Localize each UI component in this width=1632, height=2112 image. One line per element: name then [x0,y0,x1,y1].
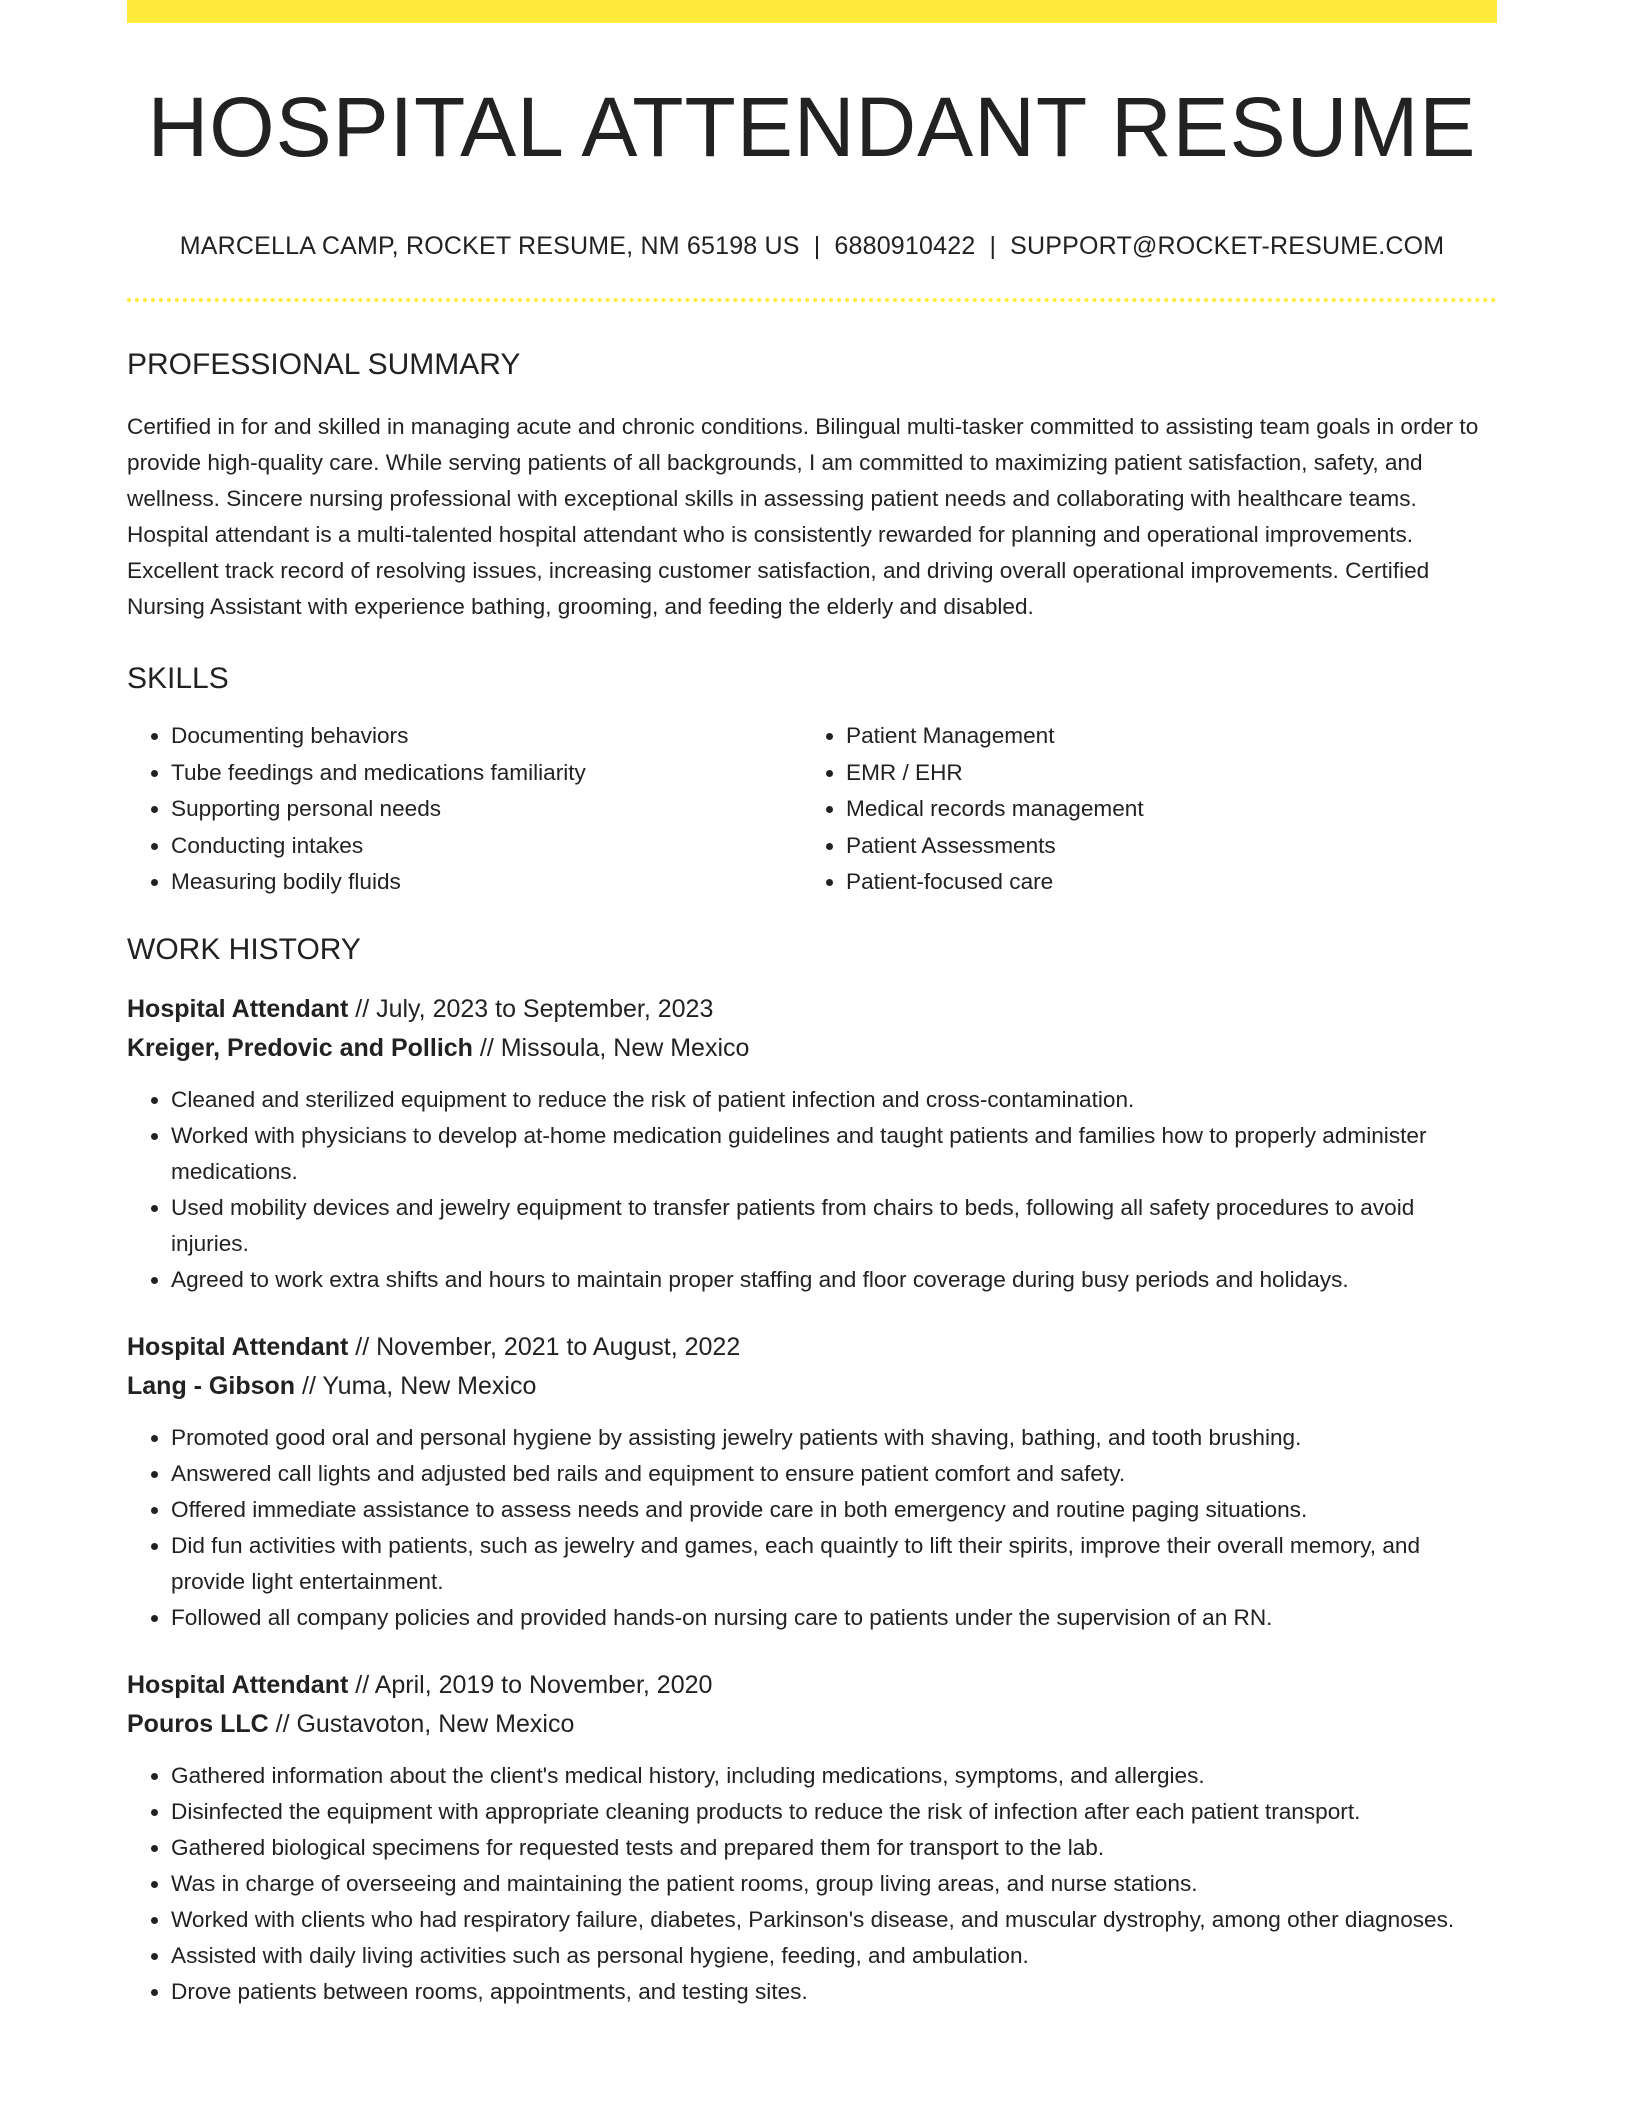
job-dates: // April, 2019 to November, 2020 [348,1670,713,1699]
job-bullets [127,1758,1497,2010]
job-title: Hospital Attendant [127,1332,349,1361]
job-location: // Missoula, New Mexico [472,1034,750,1062]
job-bullet: • Promoted good oral and personal hygiene by assisting jewelry patients with shaving, bathing, and tooth brushing. [171,1420,1497,1456]
skill-item: • Documenting behaviors [171,718,802,755]
job-bullet: • Gathered biological specimens for requested tests and prepared them for transport to the lab. [171,1830,1497,1866]
job-bullet: • Worked with clients who had respiratory failure, diabetes, Parkinson's disease, and muscular dystrophy, among other diagnoses. [171,1902,1497,1938]
job-company-line [127,1029,1497,1069]
contact-line [127,234,1497,259]
job-title-line [127,990,1497,1030]
dotted-divider [127,298,1497,302]
job-company: Kreiger, Predovic and Pollich [127,1034,473,1062]
job-bullet: • Was in charge of overseeing and maintaining the patient rooms, group living areas, and nurse stations. [171,1866,1497,1902]
job-company-line [127,1705,1497,1745]
job-bullets [127,1420,1497,1636]
job-location: // Gustavoton, New Mexico [268,1710,575,1738]
job-bullet: • Worked with physicians to develop at-home medication guidelines and taught patients and families how to properly administer medications. [171,1118,1497,1190]
job-bullets [127,1082,1497,1298]
summary-heading: PROFESSIONAL SUMMARY [127,348,521,381]
job-bullet: • Used mobility devices and jewelry equipment to transfer patients from chairs to beds, following all safety procedures to avoid injuries. [171,1190,1497,1262]
job-entry [127,1666,1497,2010]
job-entry [127,990,1497,1298]
job-bullet: • Disinfected the equipment with appropriate cleaning products to reduce the risk of infection after each patient transport. [171,1794,1497,1830]
resume-title: HOSPITAL ATTENDANT RESUME [147,80,1477,174]
skill-item: • EMR / EHR [846,755,1477,792]
summary-text: Certified in for and skilled in managing acute and chronic conditions. Bilingual multi-tasker committed to assisting team goals in order to provide high-quality care. While serving patients of all backgrounds, I am committed to maximizing patient satisfaction, safety, and wellness. Sincere nursing professional with exceptional skills in assessing patient needs and collaborating with healthcare teams. Hospital attendant is a multi-talented hospital attendant who is consistently rewarded for planning and operational improvements. Excellent track record of resolving issues, increasing customer satisfaction, and driving overall operational improvements. Certified Nursing Assistant with experience bathing, grooming, and feeding the elderly and disabled. [127,414,1479,619]
job-company: Pouros LLC [127,1710,269,1738]
contact-phone: 6880910422 [834,232,976,260]
job-bullet: • Followed all company policies and provided hands-on nursing care to patients under the supervision of an RN. [171,1600,1497,1636]
resume-page [127,0,1497,2010]
skill-item: • Supporting personal needs [171,791,802,828]
skill-item: • Patient Management [846,718,1477,755]
top-accent-bar [127,0,1497,23]
job-title-line [127,1666,1497,1706]
job-bullet: • Offered immediate assistance to assess needs and provide care in both emergency and routine paging situations. [171,1492,1497,1528]
job-title-line [127,1328,1497,1368]
job-bullet: • Cleaned and sterilized equipment to reduce the risk of patient infection and cross-contamination. [171,1082,1497,1118]
skill-item: • Conducting intakes [171,828,802,865]
job-bullet: • Did fun activities with patients, such as jewelry and games, each quaintly to lift their spirits, improve their overall memory, and provide light entertainment. [171,1528,1497,1600]
skills-list [127,718,1497,901]
job-location: // Yuma, New Mexico [295,1372,537,1400]
skill-item: • Medical records management [846,791,1477,828]
contact-separator: | [989,232,997,260]
contact-separator: | [813,232,821,260]
job-bullet: • Gathered information about the client's medical history, including medications, symptoms, and allergies. [171,1758,1497,1794]
job-bullet: • Assisted with daily living activities such as personal hygiene, feeding, and ambulation. [171,1938,1497,1974]
job-dates: // November, 2021 to August, 2022 [348,1332,741,1361]
skills-heading: SKILLS [127,662,229,695]
job-title: Hospital Attendant [127,1670,349,1699]
work-history-heading: WORK HISTORY [127,932,361,966]
contact-email: SUPPORT@ROCKET-RESUME.COM [1010,232,1445,260]
job-entry [127,1328,1497,1636]
job-company: Lang - Gibson [127,1372,296,1400]
skill-item: • Patient-focused care [846,864,1477,901]
job-bullet: • Agreed to work extra shifts and hours to maintain proper staffing and floor coverage during busy periods and holidays. [171,1262,1497,1298]
job-company-line [127,1367,1497,1407]
skills-left-column [127,718,802,901]
job-bullet: • Answered call lights and adjusted bed rails and equipment to ensure patient comfort and safety. [171,1456,1497,1492]
job-bullet: • Drove patients between rooms, appointments, and testing sites. [171,1974,1497,2010]
job-title: Hospital Attendant [127,994,349,1023]
skill-item: • Patient Assessments [846,828,1477,865]
skill-item: • Measuring bodily fluids [171,864,802,901]
contact-address: MARCELLA CAMP, ROCKET RESUME, NM 65198 US [179,232,800,260]
job-dates: // July, 2023 to September, 2023 [348,994,714,1023]
skill-item: • Tube feedings and medications familiarity [171,755,802,792]
skills-right-column [802,718,1477,901]
